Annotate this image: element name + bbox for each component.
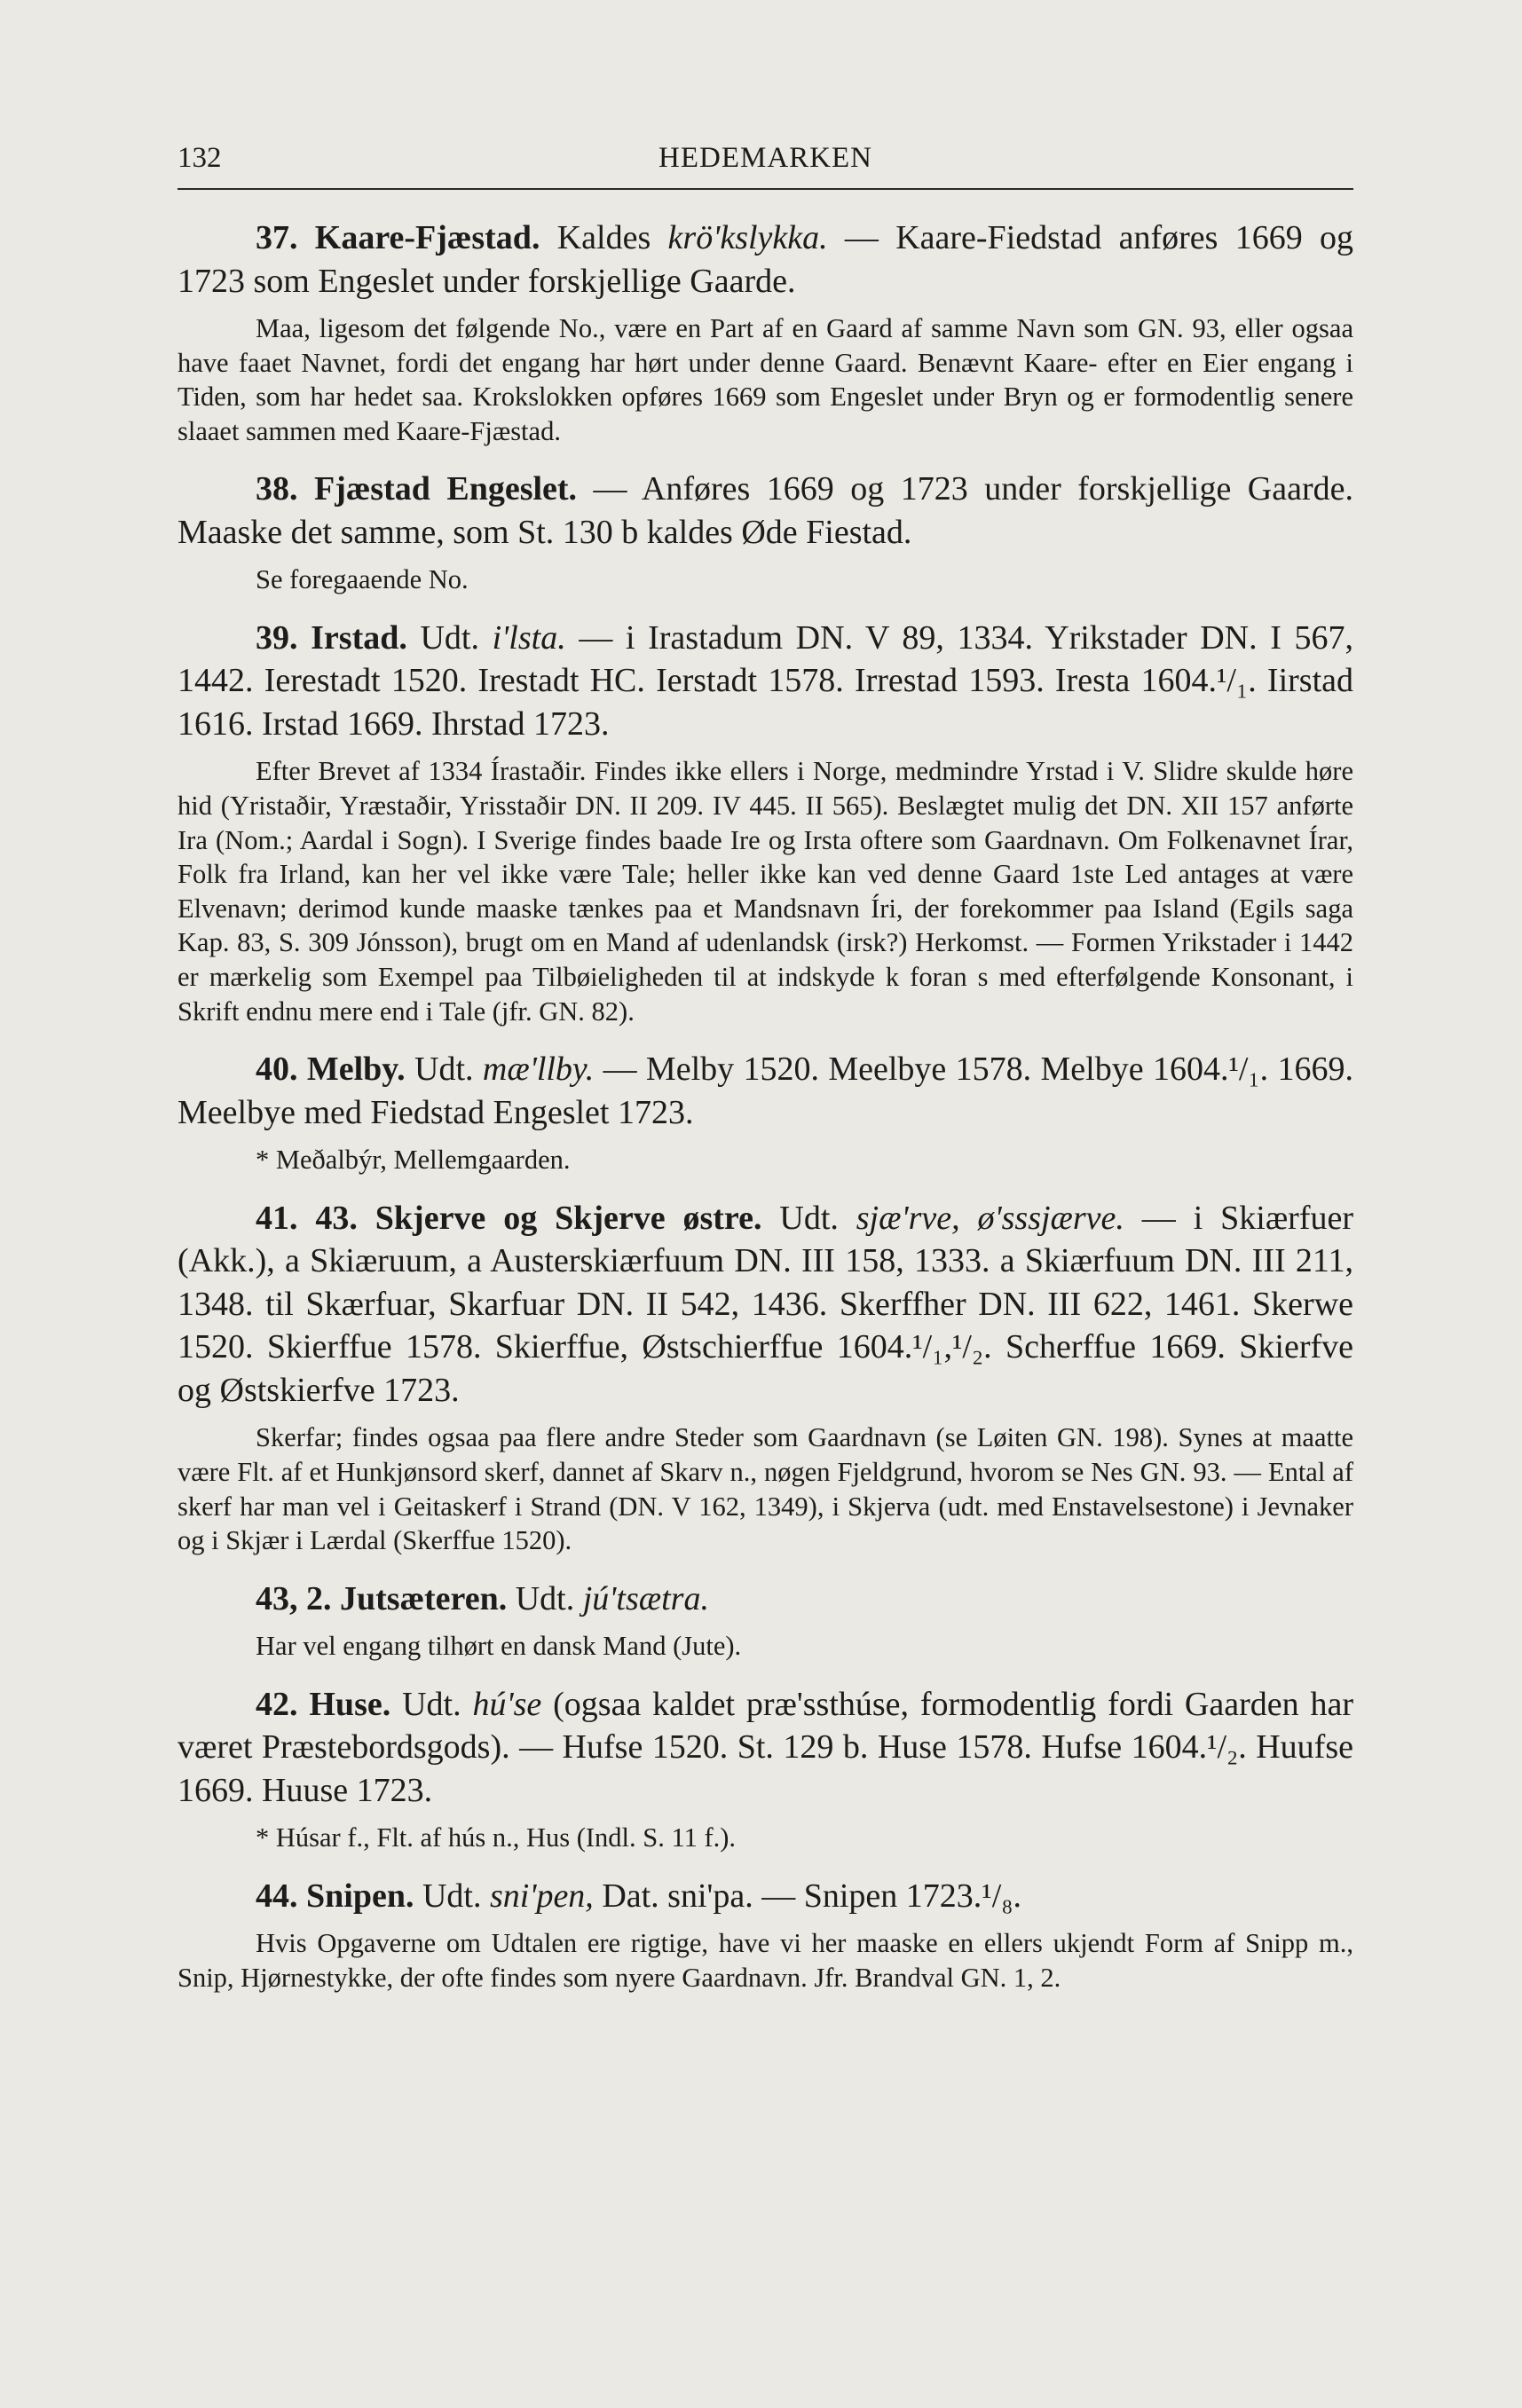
entry-39 [177, 617, 1353, 1028]
page-number: 132 [177, 142, 222, 174]
entry-number: 43, 2. [256, 1579, 332, 1617]
entry-43-2 [177, 1578, 1353, 1664]
entry-number: 44. [256, 1877, 298, 1915]
entry-name: Melby. [306, 1051, 406, 1089]
entry-number: 41. 43. [256, 1199, 358, 1237]
entry-text: Kaldes [540, 219, 668, 256]
book-page [177, 142, 1353, 2015]
entry-number: 40. [256, 1051, 298, 1089]
entries [177, 216, 1353, 1995]
entry-pronunciation: hú'se [472, 1685, 542, 1723]
entry-note: * Meðalbýr, Mellemgaarden. [256, 1145, 571, 1176]
entry-text: Udt. [414, 1877, 490, 1915]
entry-text: Udt. [507, 1579, 583, 1617]
entry-pronunciation: krö'kslykka. [667, 219, 828, 256]
entry-name: Kaare-Fjæstad. [314, 219, 540, 256]
entry-note: Har vel engang tilhørt en dansk Mand (Jute). [256, 1631, 742, 1662]
entry-text: — Anføres 1669 og 1723 under forskjellige Gaarde. Maaske det samme, som St. 130 b kaldes Øde Fiestad. [177, 470, 1353, 551]
entry-text: — Kaare-Fiedstad anføres 1669 og 1723 som Engeslet under forskjellige Gaarde. [177, 219, 1354, 300]
entry-40 [177, 1048, 1353, 1177]
entry-pronunciation: mæ'llby. [482, 1051, 595, 1089]
entry-name: Snipen. [306, 1877, 414, 1915]
entry-number: 39. [256, 618, 298, 657]
entry-note: * Húsar f., Flt. af hús n., Hus (Indl. S. 11 f.). [256, 1822, 737, 1853]
entry-text: — Melby 1520. Meelbye 1578. Melbye 1604.¹/₁. 1669. Meelbye med Fiedstad Engeslet 1723. [177, 1051, 1354, 1131]
entry-note: Efter Brevet af 1334 Írastaðir. Findes ikke ellers i Norge, medmindre Yrstad i V. Slidre skulde høre hid (Yristaðir, Yræstaðir, Yrisstaðir DN. II 209. IV 445. II 565). Beslægtet mulig det DN. XII 157 anførte Ira (Nom.; Aardal i Sogn). I Sverige findes baade Ire og Irsta oftere som Gaardnavn. Om Folkenavnet Írar, Folk fra Irland, kan her vel ikke være Tale; heller ikke kan ved denne Gaard 1ste Led antages at være Elvenavn; derimod kunde maaske tænkes paa et Mandsnavn Íri, der forekommer paa Island (Egils saga Kap. 83, S. 309 Jónsson), brugt om en Mand af udenlandsk (irsk?) Herkomst. — Formen Yrikstader i 1442 er mærkelig som Exempel paa Tilbøieligheden til at indskyde k foran s med efterfølgende Konsonant, i Skrift endnu mere end i Tale (jfr. GN. 82). [177, 756, 1353, 1027]
entry-number: 42. [256, 1685, 298, 1723]
entry-pronunciation: jú'tsætra. [582, 1579, 709, 1617]
entry-body [177, 1683, 1353, 1813]
entry-body [177, 1578, 1353, 1621]
entry-37 [177, 216, 1353, 448]
entry-pronunciation: sni'pen, [489, 1877, 594, 1915]
entry-body [177, 617, 1353, 746]
entry-name: Irstad. [311, 618, 407, 657]
entry-note: Maa, ligesom det følgende No., være en Part af en Gaard af samme Navn som GN. 93, eller ogsaa have faaet Navnet, fordi det engang har hørt under denne Gaard. Benævnt Kaare- efter en Eier engang i Tiden, som har hedet saa. Krokslokken opføres 1669 som Engeslet under Bryn og er formodentlig senere slaaet sammen med Kaare-Fjæstad. [177, 313, 1353, 446]
entry-note: Se foregaaende No. [256, 564, 469, 595]
entry-number: 37. [256, 219, 298, 256]
entry-body [177, 468, 1353, 554]
entry-name: Skjerve og Skjerve østre. [375, 1199, 762, 1237]
entry-pronunciation: i'lsta. [492, 618, 566, 657]
entry-42 [177, 1683, 1353, 1855]
entry-name: Jutsæteren. [340, 1579, 508, 1617]
page-header [177, 142, 1353, 185]
entry-41-43 [177, 1197, 1353, 1558]
entry-text: Udt. [761, 1199, 856, 1237]
entry-body [177, 216, 1353, 303]
entry-text: Udt. [390, 1685, 473, 1723]
entry-38 [177, 468, 1353, 597]
entry-text: Dat. sni'pa. — Snipen 1723.¹/₈. [593, 1877, 1021, 1915]
entry-body [177, 1197, 1353, 1413]
entry-text: (ogsaa kaldet præ'ssthúse, formodentlig fordi Gaarden har været Præstebordsgods). — Hufse 1520. St. 129 b. Huse 1578. Hufse 1604.¹/₂. Huufse 1669. Huuse 1723. [177, 1685, 1354, 1809]
entry-body [177, 1875, 1353, 1918]
entry-note: Skerfar; findes ogsaa paa flere andre Steder som Gaardnavn (se Løiten GN. 198). Synes at maatte være Flt. af et Hunkjønsord skerf, dannet af Skarv n., nøgen Fjeldgrund, hvorom se Nes GN. 93. — Ental af skerf har man vel i Geitaskerf i Strand (DN. V 162, 1349), i Skjerva (udt. med Enstavelsestone) i Jevnaker og i Skjær i Lærdal (Skerffue 1520). [177, 1422, 1353, 1556]
entry-name: Huse. [309, 1685, 391, 1723]
entry-name: Fjæstad Engeslet. [313, 470, 578, 508]
entry-number: 38. [256, 470, 298, 508]
entry-text: — i Skiærfuer (Akk.), a Skiæruum, a Austerskiærfuum DN. III 158, 1333. a Skiærfuum DN. III 211, 1348. til Skærfuar, Skarfuar DN. II 542, 1436. Skerffher DN. III 622, 1461. Skerwe 1520. Skierffue 1578. Skierffue, Østschierffue 1604.¹/₁,¹/₂. Scherffue 1669. Skierfve og Østskierfve 1723. [177, 1199, 1354, 1409]
entry-pronunciation: sjæ'rve, ø'sssjærve. [856, 1199, 1124, 1237]
entry-text: Udt. [405, 1051, 483, 1089]
entry-text: — i Irastadum DN. V 89, 1334. Yrikstader DN. I 567, 1442. Ierestadt 1520. Irestadt HC. Ierstadt 1578. Irrestad 1593. Iresta 1604.¹/₁. Iirstad 1616. Irstad 1669. Ihrstad 1723. [177, 618, 1354, 743]
running-title: HEDEMARKEN [658, 142, 872, 174]
entry-note: Hvis Opgaverne om Udtalen ere rigtige, have vi her maaske en ellers ukjendt Form af Snipp m., Snip, Hjørnestykke, der ofte findes som nyere Gaardnavn. Jfr. Brandval GN. 1, 2. [177, 1928, 1353, 1993]
entry-body [177, 1048, 1353, 1134]
entry-text: Udt. [406, 618, 493, 657]
header-rule [177, 188, 1353, 190]
entry-44 [177, 1875, 1353, 1995]
